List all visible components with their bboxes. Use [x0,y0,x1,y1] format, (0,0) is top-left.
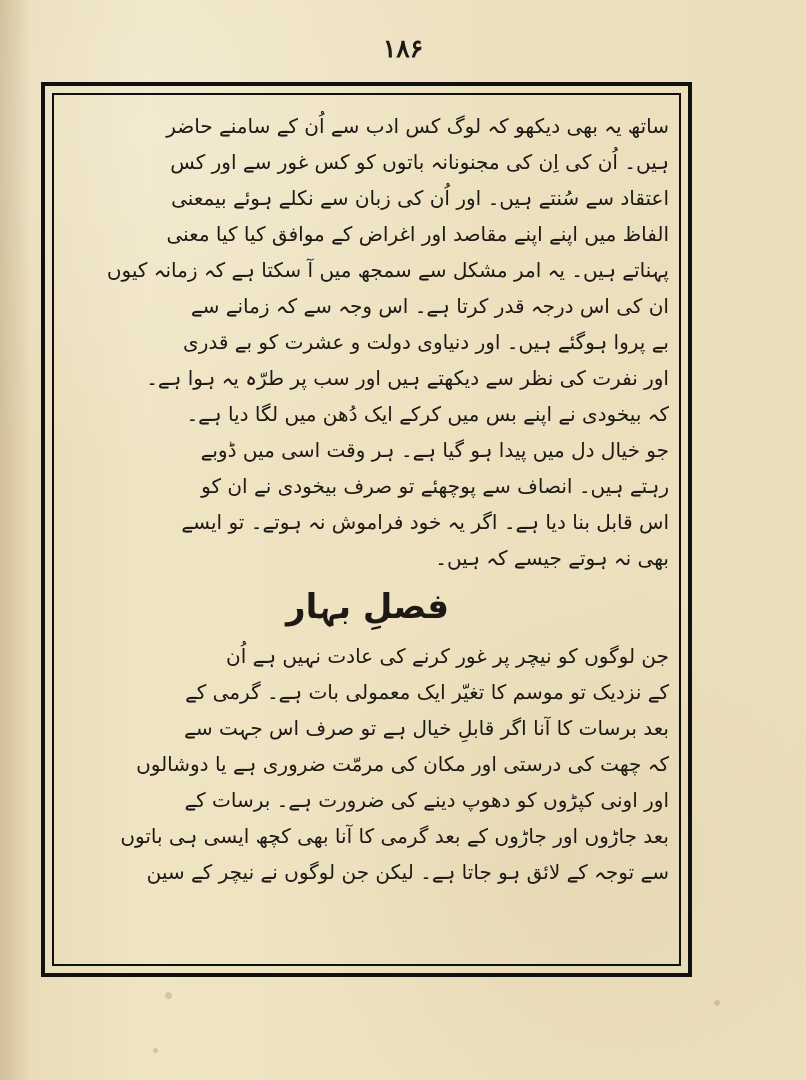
paragraph-line: بے پروا ہوگئے ہیں۔ اور دنیاوی دولت و عشرت کو بے قدری [183,330,669,354]
paragraph-line: جو خیال دل میں پیدا ہو گیا ہے۔ ہر وقت اسی میں ڈوبے [200,438,669,462]
paragraph-line: اس قابل بنا دیا ہے۔ اگر یہ خود فراموش نہ ہوتے۔ تو ایسے [181,510,669,534]
paragraph-line: رہتے ہیں۔ انصاف سے پوچھئے تو صرف بیخودی نے ان کو [201,474,669,498]
ink-spot [714,1000,720,1006]
paragraph-line: بعد جاڑوں اور جاڑوں کے بعد گرمی کا آنا بھی کچھ ایسی ہی باتوں [120,824,669,848]
section-heading: فصلِ بہار [286,587,449,627]
urdu-text-block [66,108,669,958]
page-number: ۱۸۶ [382,34,424,63]
paragraph-line: ان کی اس درجہ قدر کرتا ہے۔ اس وجہ سے کہ زمانے سے [190,294,669,318]
paragraph-line: الفاظ میں اپنے اپنے مقاصد اور اغراض کے موافق کیا کیا معنی [166,222,669,246]
page-spine-shadow [0,0,28,1080]
paragraph-line: جن لوگوں کو نیچر پر غور کرنے کی عادت نہیں ہے اُن [226,644,669,668]
paragraph-line: کہ بیخودی نے اپنے بس میں کرکے ایک دُھن میں لگا دیا ہے۔ [186,402,669,426]
paragraph-line: ہیں۔ اُن کی اِن کی مجنونانہ باتوں کو کس غور سے اور کس [170,150,669,174]
ink-spot [153,1048,158,1053]
paragraph-line: ساتھ یہ بھی دیکھو کہ لوگ کس ادب سے اُن کے سامنے حاضر [166,114,669,138]
paragraph-line: بعد برسات کا آنا اگر قابلِ خیال ہے تو صرف اس جہت سے [184,716,669,740]
paragraph-line: کہ چھت کی درستی اور مکان کی مرمّت ضروری ہے یا دوشالوں [136,752,669,776]
paragraph-line: بھی نہ ہوتے جیسے کہ ہیں۔ [435,546,669,570]
ink-spot [165,992,172,999]
paragraph-line: اور اونی کپڑوں کو دھوپ دینے کی ضرورت ہے۔ برسات کے [184,788,669,812]
paragraph-line: اور نفرت کی نظر سے دیکھتے ہیں اور سب پر طرّہ یہ ہوا ہے۔ [146,366,669,390]
paragraph-line: اعتقاد سے سُنتے ہیں۔ اور اُن کی زبان سے نکلے ہوئے بیمعنی [171,186,669,210]
paragraph-line: پہناتے ہیں۔ یہ امر مشکل سے سمجھ میں آ سکتا ہے کہ زمانہ کیوں [106,258,669,282]
paragraph-line: سے توجہ کے لائق ہو جاتا ہے۔ لیکن جن لوگوں نے نیچر کے سین [146,860,669,884]
paragraph-line: کے نزدیک تو موسم کا تغیّر ایک معمولی بات ہے۔ گرمی کے [185,680,669,704]
